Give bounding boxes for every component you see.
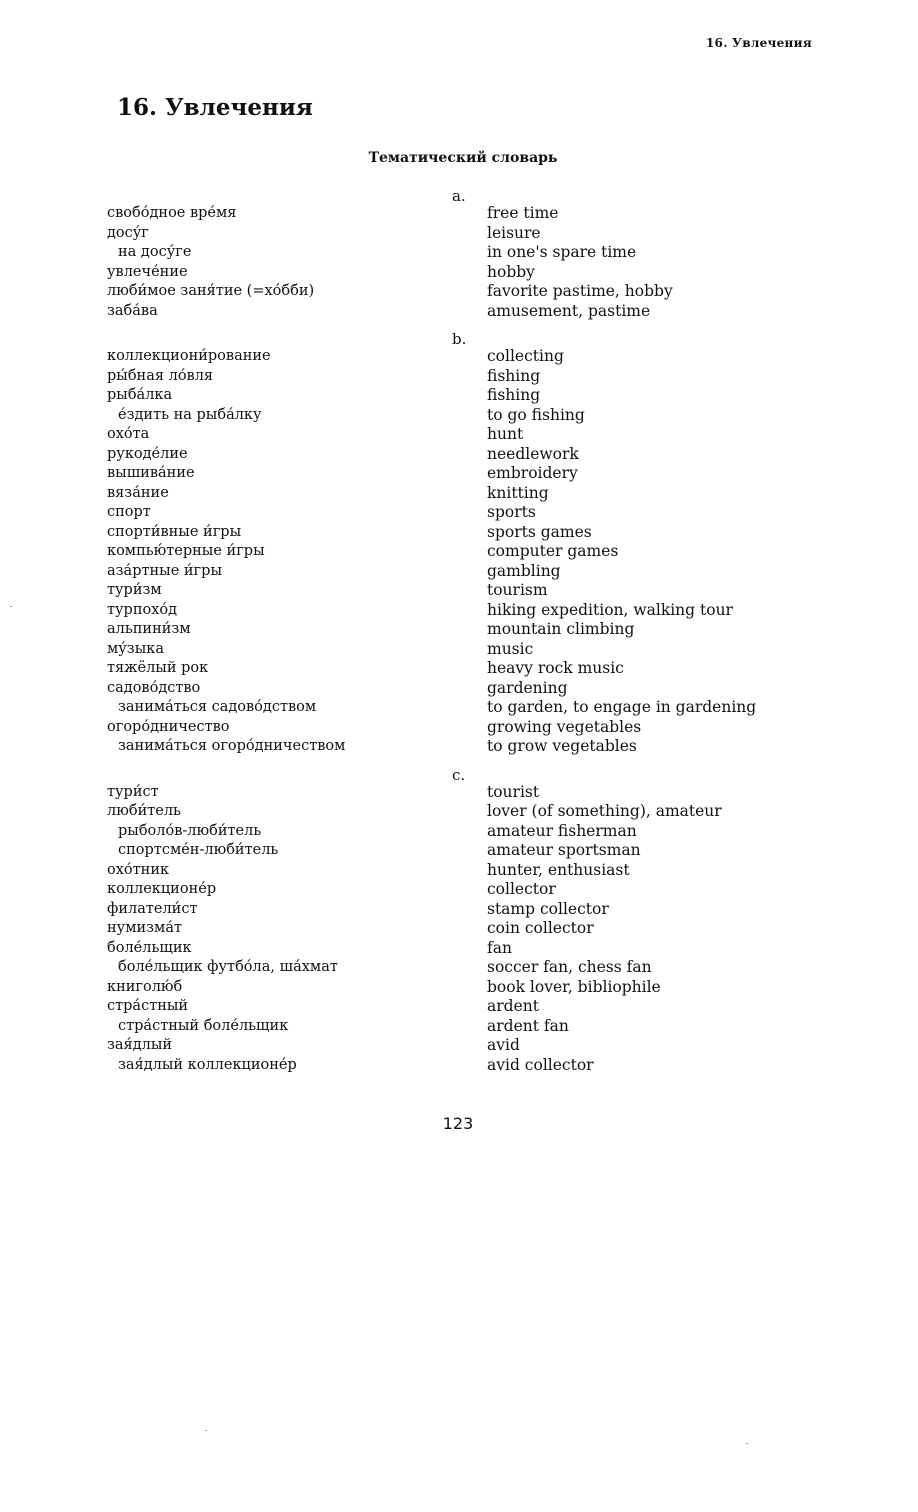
russian-term: му́зыка — [107, 640, 164, 657]
glossary-entry — [0, 445, 918, 465]
english-translation: gardening — [487, 678, 568, 697]
english-translation: fan — [487, 938, 512, 957]
english-translation: knitting — [487, 483, 549, 502]
russian-term: люби́тель — [107, 803, 181, 819]
english-translation: in one's spare time — [487, 243, 637, 261]
russian-term: нумизма́т — [107, 920, 182, 936]
russian-term: увлече́ние — [107, 263, 188, 280]
glossary-entry — [0, 367, 918, 387]
running-head: 16. Увлечения — [705, 36, 812, 50]
russian-term: занима́ться садово́дством — [118, 699, 317, 715]
russian-term: книголю́б — [107, 978, 183, 995]
english-translation: collector — [487, 880, 556, 898]
russian-term: зая́длый коллекционе́р — [118, 1056, 297, 1073]
russian-term: садово́дство — [107, 679, 201, 696]
russian-term: рукоде́лие — [107, 445, 188, 462]
glossary-entry — [0, 679, 918, 699]
english-translation: embroidery — [487, 464, 578, 482]
glossary-entry — [0, 978, 918, 998]
russian-term: тури́ст — [107, 783, 159, 800]
russian-term: досу́г — [107, 224, 149, 241]
chapter-title: 16. Увлечения — [117, 94, 313, 121]
glossary-entry — [0, 243, 918, 263]
russian-term: рыба́лка — [107, 387, 173, 403]
english-translation: free time — [487, 204, 559, 222]
glossary-entry — [0, 783, 918, 803]
glossary-entry — [0, 822, 918, 842]
english-translation: lover (of something), amateur — [487, 802, 722, 820]
russian-term: люби́мое заня́тие (=хо́бби) — [107, 283, 315, 299]
russian-term: на досу́ге — [118, 244, 192, 260]
russian-term: свобо́дное вре́мя — [107, 205, 237, 221]
english-translation: stamp collector — [487, 899, 609, 918]
glossary-entry — [0, 542, 918, 562]
english-translation: heavy rock music — [487, 659, 624, 677]
russian-term: аза́ртные и́гры — [107, 562, 222, 579]
english-translation: avid — [487, 1036, 520, 1054]
glossary-entry — [0, 425, 918, 445]
russian-term: ры́бная ло́вля — [107, 367, 214, 384]
glossary-entry — [0, 737, 918, 757]
english-translation: growing vegetables — [487, 717, 642, 736]
russian-term: е́здить на рыба́лку — [118, 406, 262, 423]
russian-term: турпохо́д — [107, 601, 178, 618]
glossary-entry — [0, 1056, 918, 1076]
russian-term: спорт — [107, 504, 151, 520]
glossary-entry — [0, 347, 918, 367]
russian-term: стра́стный боле́льщик — [118, 1017, 289, 1034]
russian-term: тури́зм — [107, 582, 162, 598]
glossary-entry — [0, 841, 918, 861]
section-letter: b. — [452, 330, 467, 348]
russian-term: тяжёлый рок — [107, 660, 209, 676]
english-translation: tourism — [487, 581, 548, 599]
glossary-entry — [0, 640, 918, 660]
glossary-entry — [0, 861, 918, 881]
english-translation: coin collector — [487, 919, 594, 937]
russian-term: заба́ва — [107, 302, 158, 319]
russian-term: спорти́вные и́гры — [107, 523, 242, 540]
glossary-entry — [0, 1036, 918, 1056]
russian-term: огоро́дничество — [107, 718, 230, 735]
glossary-entry — [0, 802, 918, 822]
english-translation: amateur fisherman — [487, 821, 637, 840]
english-translation: tourist — [487, 782, 540, 801]
english-translation: sports — [487, 503, 536, 521]
glossary-entry — [0, 581, 918, 601]
english-translation: collecting — [487, 347, 564, 365]
english-translation: needlework — [487, 444, 579, 463]
glossary-entry — [0, 620, 918, 640]
english-translation: ardent — [487, 997, 539, 1015]
section-letter: c. — [452, 765, 466, 784]
english-translation: fishing — [487, 386, 541, 404]
glossary-entry — [0, 386, 918, 406]
russian-term: зая́длый — [107, 1037, 173, 1053]
russian-term: стра́стный — [107, 998, 189, 1014]
english-translation: to go fishing — [487, 405, 585, 424]
russian-term: компью́терные и́гры — [107, 543, 265, 559]
glossary-entry — [0, 224, 918, 244]
glossary-entry — [0, 562, 918, 582]
russian-term: коллекциони́рование — [107, 348, 271, 364]
russian-term: вяза́ние — [107, 484, 169, 501]
english-translation: soccer fan, chess fan — [487, 958, 652, 976]
glossary-entry — [0, 958, 918, 978]
english-translation: book lover, bibliophile — [487, 977, 661, 996]
glossary-entry — [0, 263, 918, 283]
english-translation: music — [487, 639, 534, 658]
english-translation: hobby — [487, 262, 535, 281]
glossary-entry — [0, 503, 918, 523]
glossary-entry — [0, 880, 918, 900]
english-translation: gambling — [487, 561, 561, 580]
glossary-subtitle: Тематический словарь — [368, 150, 558, 166]
russian-term: альпини́зм — [107, 621, 191, 637]
scan-speck — [205, 1430, 207, 1431]
glossary-entry — [0, 406, 918, 426]
russian-term: рыболо́в-люби́тель — [118, 822, 262, 839]
russian-term: коллекционе́р — [107, 881, 217, 897]
glossary-entry — [0, 464, 918, 484]
russian-term: вышива́ние — [107, 465, 195, 481]
english-translation: computer games — [487, 542, 619, 560]
glossary-entry — [0, 302, 918, 322]
english-translation: favorite pastime, hobby — [487, 282, 673, 300]
glossary-entry — [0, 900, 918, 920]
glossary-entry — [0, 1017, 918, 1037]
glossary-entry — [0, 939, 918, 959]
scan-speck — [746, 1443, 748, 1444]
glossary-entry — [0, 523, 918, 543]
glossary-entry — [0, 997, 918, 1017]
section-letter: a. — [452, 187, 466, 205]
glossary-entry — [0, 282, 918, 302]
english-translation: fishing — [487, 366, 541, 385]
glossary-entry — [0, 919, 918, 939]
english-translation: amusement, pastime — [487, 301, 651, 320]
english-translation: hiking expedition, walking tour — [487, 600, 733, 619]
glossary-entry — [0, 204, 918, 224]
russian-term: занима́ться огоро́дничеством — [118, 738, 346, 754]
english-translation: amateur sportsman — [487, 841, 641, 859]
english-translation: mountain climbing — [487, 620, 635, 638]
glossary-entry — [0, 659, 918, 679]
english-translation: hunter, enthusiast — [487, 860, 630, 879]
glossary-entry — [0, 698, 918, 718]
english-translation: to garden, to engage in gardening — [487, 698, 757, 716]
glossary-entry — [0, 718, 918, 738]
glossary-entry — [0, 484, 918, 504]
english-translation: leisure — [487, 223, 541, 242]
english-translation: sports games — [487, 522, 592, 541]
english-translation: avid collector — [487, 1055, 594, 1074]
english-translation: ardent fan — [487, 1016, 569, 1035]
english-translation: hunt — [487, 425, 524, 443]
english-translation: to grow vegetables — [487, 737, 637, 755]
russian-term: боле́льщик — [107, 939, 192, 956]
russian-term: боле́льщик футбо́ла, ша́хмат — [118, 959, 338, 975]
russian-term: филатели́ст — [107, 900, 198, 917]
scan-speck — [10, 606, 12, 607]
russian-term: охо́та — [107, 426, 150, 442]
russian-term: спортсме́н-люби́тель — [118, 842, 279, 858]
russian-term: охо́тник — [107, 861, 170, 878]
glossary-entry — [0, 601, 918, 621]
page-number: 123 — [442, 1114, 474, 1133]
